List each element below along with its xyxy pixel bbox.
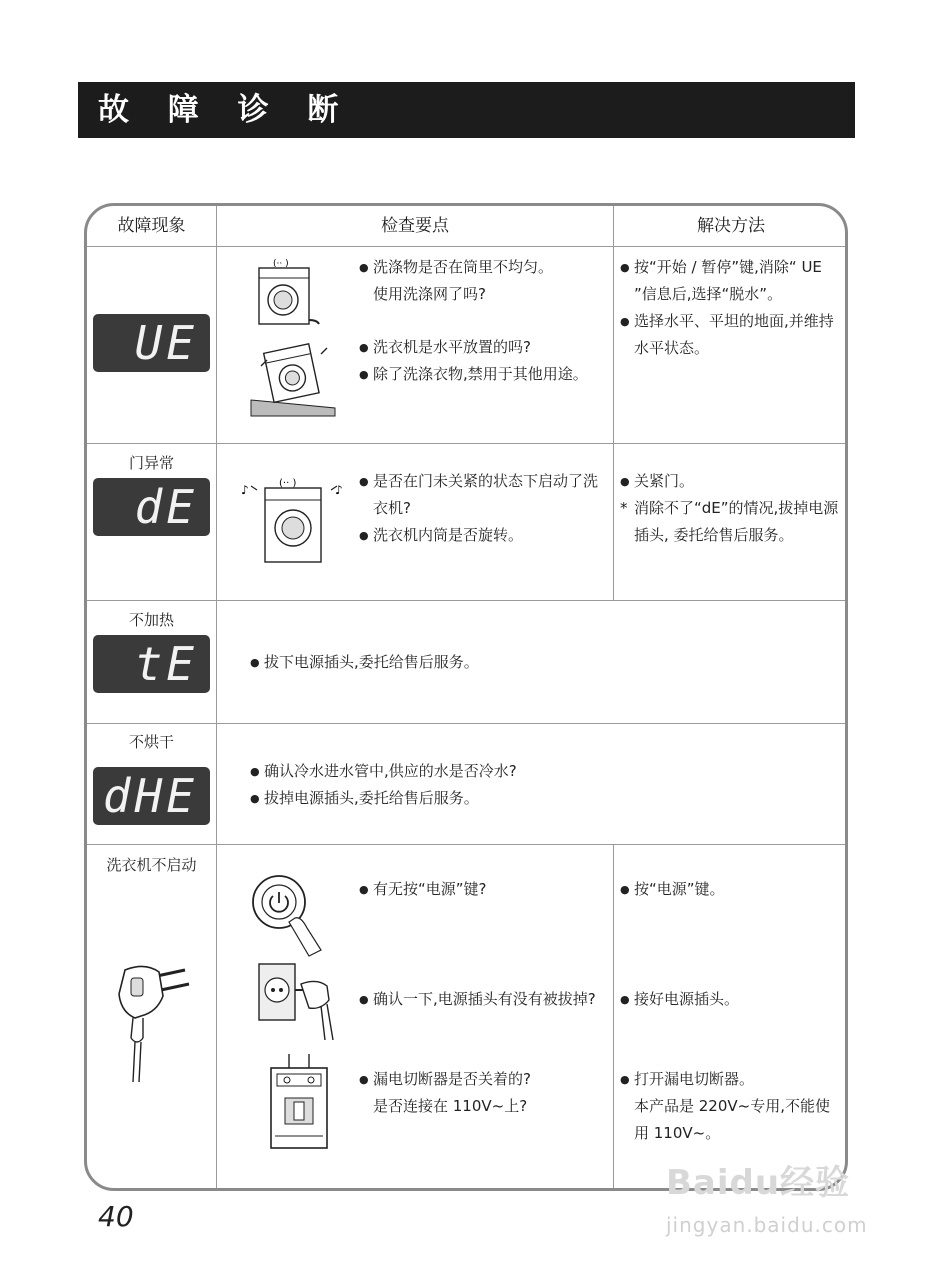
solution-item-breaker <box>620 1066 842 1147</box>
power-plug-icon <box>105 956 191 1086</box>
page-title: 故 障 诊 断 <box>78 82 855 138</box>
error-code-display-dhe: dHE <box>93 767 210 825</box>
divider <box>87 844 845 845</box>
list-item: ● 按“电源”键。 <box>620 876 842 903</box>
washer-door-open-icon <box>235 474 355 568</box>
check-item-breaker <box>359 1066 609 1120</box>
list-item: ● 选择水平、平坦的地面,并维持水平状态。 <box>620 308 842 362</box>
list-item: ● 有无按“电源”键? <box>359 876 609 903</box>
error-code-display-ue: UE <box>93 314 210 372</box>
symptom-label-no-start: 洗衣机不启动 <box>106 856 197 874</box>
list-item: ● 洗衣机内筒是否旋转。 <box>359 522 609 549</box>
check-list-te <box>250 649 830 676</box>
list-item: ● 确认一下,电源插头有没有被拔掉? <box>359 986 609 1013</box>
header-check: 检查要点 <box>381 216 449 236</box>
list-item: ● 按“开始 / 暂停”键,消除“ UE ”信息后,选择“脱水”。 <box>620 254 842 308</box>
list-item: ● 拔下电源插头,委托给售后服务。 <box>250 649 830 676</box>
list-item: ● 洗涤物是否在筒里不均匀。 <box>359 254 609 281</box>
washer-tilted-icon <box>247 336 339 418</box>
check-item-plug <box>359 986 609 1013</box>
list-item: 本产品是 220V~专用,不能使用 110V~。 <box>634 1097 830 1142</box>
symptom-label-te: 不加热 <box>128 611 174 629</box>
svg-text:(·· ): (·· ) <box>279 478 297 489</box>
page-number: 40 <box>98 1200 134 1233</box>
divider <box>87 600 845 601</box>
solution-item-power-key <box>620 876 842 903</box>
check-list-de <box>359 468 609 549</box>
svg-text:♪: ♪ <box>241 483 249 497</box>
list-item: ● 除了洗涤衣物,禁用于其他用途。 <box>359 361 609 388</box>
list-item: ● 漏电切断器是否关着的? <box>359 1066 609 1093</box>
symptom-label-dhe: 不烘干 <box>128 733 174 751</box>
check-item-power-key <box>359 876 609 903</box>
list-item: ● 关紧门。 <box>620 468 842 495</box>
solution-list-ue <box>620 254 842 362</box>
solution-list-de <box>620 468 842 549</box>
power-button-icon <box>249 872 323 958</box>
list-item: ● 是否在门未关紧的状态下启动了洗衣机? <box>359 468 609 522</box>
list-item: ● 接好电源插头。 <box>620 986 842 1013</box>
list-item: ● 打开漏电切断器。 <box>620 1066 842 1093</box>
symptom-label-de: 门异常 <box>128 454 174 472</box>
watermark-brand: Baidu经验 <box>666 1163 851 1203</box>
list-item: * 消除不了“dE”的情况,拔掉电源插头, 委托给售后服务。 <box>620 495 842 549</box>
check-list-dhe <box>250 758 830 812</box>
list-item: ● 洗衣机是水平放置的吗? <box>359 334 609 361</box>
error-code-display-te: tE <box>93 635 210 693</box>
wall-socket-plug-icon <box>255 960 341 1042</box>
divider <box>87 246 845 247</box>
list-item: ● 确认冷水进水管中,供应的水是否冷水? <box>250 758 830 785</box>
divider <box>87 443 845 444</box>
watermark-url: jingyan.baidu.com <box>666 1213 868 1237</box>
list-item: 使用洗涤网了吗? <box>373 285 486 303</box>
svg-text:♪: ♪ <box>335 483 343 497</box>
header-solution: 解决方法 <box>697 216 765 236</box>
washer-unbalanced-icon <box>251 258 321 330</box>
solution-item-plug <box>620 986 842 1013</box>
svg-text:(·· ): (·· ) <box>273 259 289 269</box>
list-item: 是否连接在 110V~上? <box>373 1097 528 1115</box>
divider <box>613 844 614 1188</box>
troubleshooting-table <box>84 203 848 1191</box>
header-symptom: 故障现象 <box>117 216 186 236</box>
divider <box>87 723 845 724</box>
check-list-ue <box>359 254 609 388</box>
divider <box>613 206 614 600</box>
list-item: ● 拔掉电源插头,委托给售后服务。 <box>250 785 830 812</box>
error-code-display-de: dE <box>93 478 210 536</box>
circuit-breaker-icon <box>265 1054 335 1154</box>
divider <box>216 206 217 1188</box>
